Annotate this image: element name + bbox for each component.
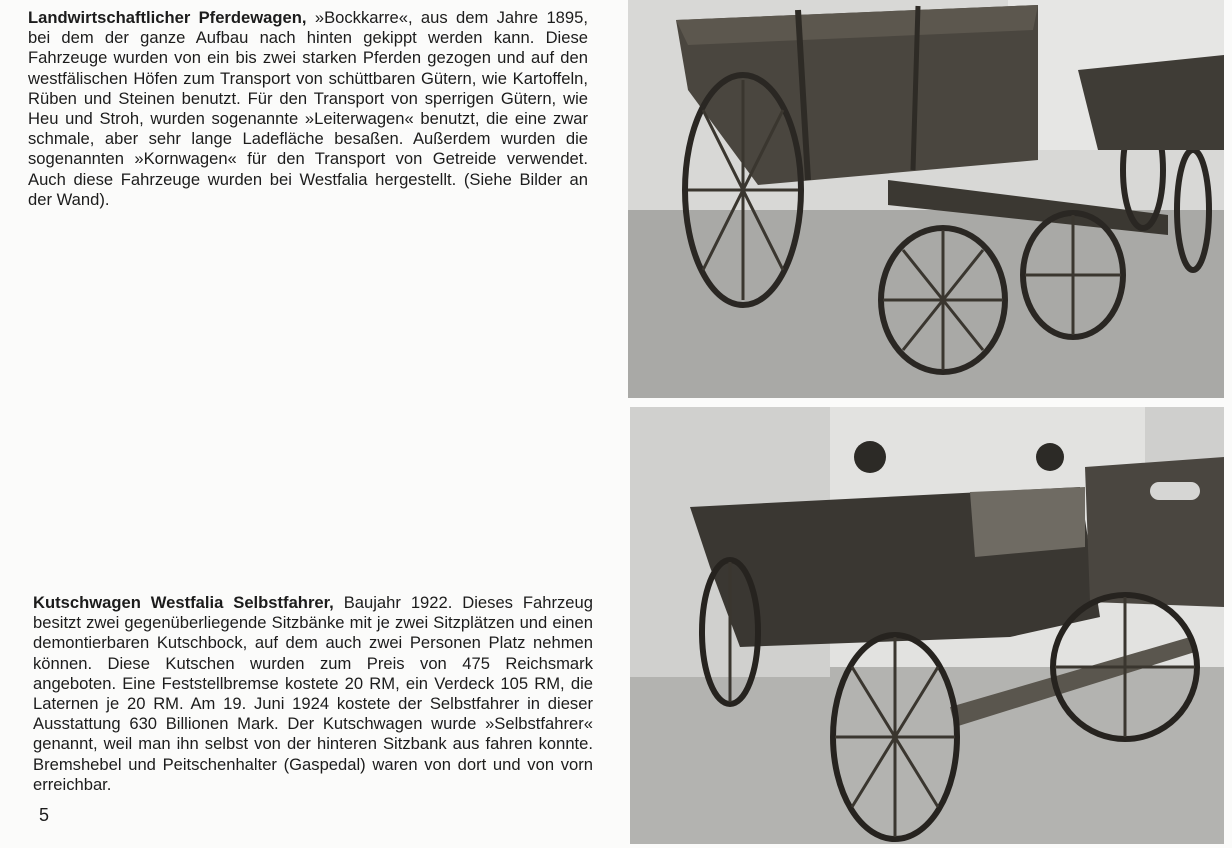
article-heading: Landwirtschaftlicher Pferdewagen, xyxy=(28,8,307,27)
article-kutschwagen xyxy=(33,593,593,795)
photo-farm-cart xyxy=(628,0,1224,398)
page-number: 5 xyxy=(39,805,50,825)
article-body: »Bockkarre«, aus dem Jahre 1895, bei dem der ganze Aufbau nach hinten gekippt werden kann. Diese Fahrzeuge wurden von ein bis zwei starken Pferden gezogen und auf den westfälischen Höfen zum Transport von schüttbaren Gütern, wie Kartoffeln, Rüben und Steinen benutzt. Für den Transport von sperrigen Gütern, wie Heu und Stroh, wurden sogenannte »Leiterwagen« benutzt, die eine zwar schmale, aber sehr lange Ladefläche besaßen. Außerdem wurden die sogenannten »Kornwagen« für den Transport von Getreide verwendet. Auch diese Fahrzeuge wurden bei Westfalia hergestellt. (Siehe Bilder an der Wand). xyxy=(28,8,588,209)
photo-carriage xyxy=(630,407,1224,844)
article-body: Baujahr 1922. Dieses Fahrzeug besitzt zwei gegenüberliegende Sitzbänke mit je zwei Sitzplätzen und einen demontierbaren Kutschbock, auf dem auch zwei Personen Platz nehmen können. Diese Kutschen wurden zum Preis von 475 Reichsmark angeboten. Eine Feststellbremse kostete 20 RM, ein Verdeck 105 RM, die Laternen je 20 RM. Am 19. Juni 1924 kostete der Selbstfahrer in dieser Ausstattung 630 Billionen Mark. Der Kutschwagen wurde »Selbstfahrer« genannt, weil man ihn selbst von der hinteren Sitzbank aus fahren konnte. Bremshebel und Peitschenhalter (Gaspedal) waren von dort und von vorn erreichbar. xyxy=(33,593,593,794)
article-heading: Kutschwagen Westfalia Selbstfahrer, xyxy=(33,593,334,612)
article-pferdewagen xyxy=(28,8,588,210)
